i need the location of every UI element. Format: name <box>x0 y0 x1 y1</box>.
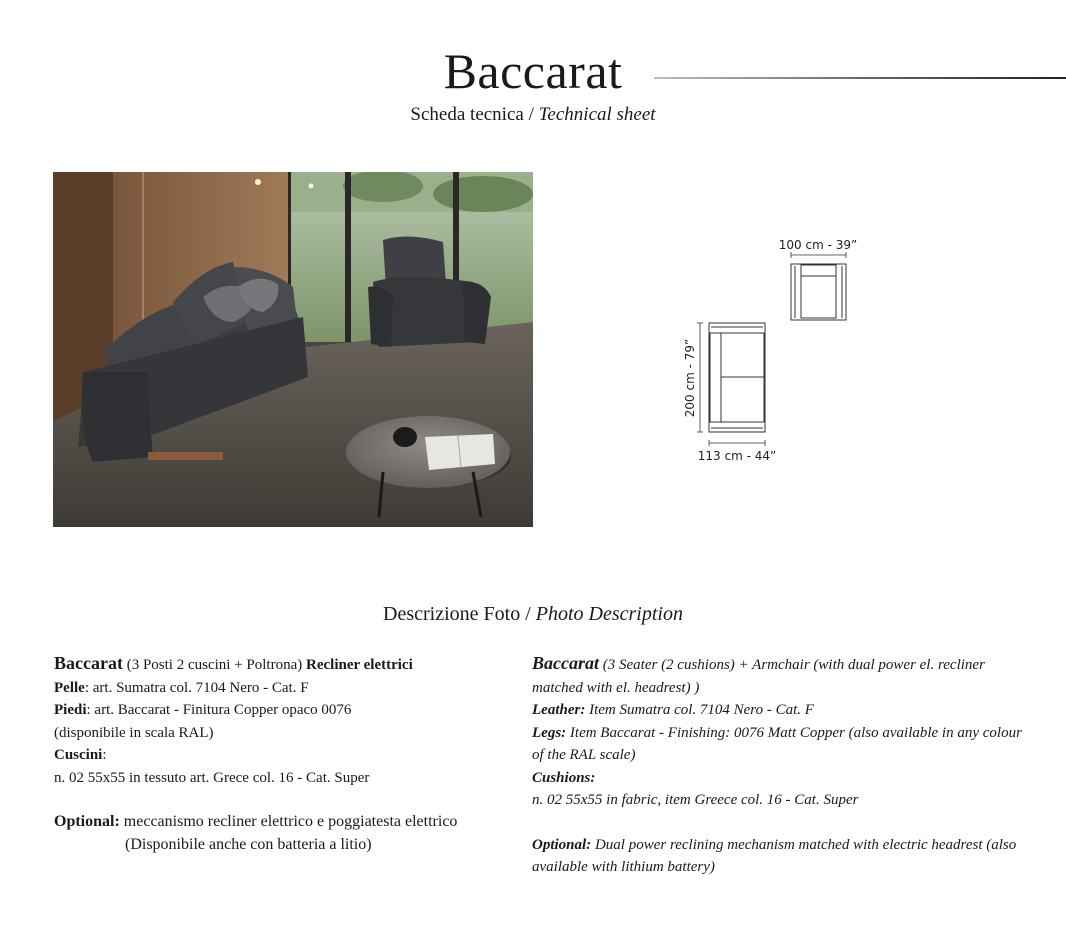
it-legs-note: (disponibile in scala RAL) <box>54 724 214 741</box>
en-config: (3 Seater (2 cushions) + Armchair (with dual power el. recliner matched with el. headrest) ) <box>532 657 985 696</box>
photo-description-heading-en: Photo Description <box>535 603 683 625</box>
en-product-line <box>532 652 1022 699</box>
sofa-plan <box>709 323 765 432</box>
subtitle-italian: Scheda tecnica <box>410 104 524 125</box>
page-subtitle <box>0 104 1066 126</box>
it-optional-note: (Disponibile anche con batteria a litio) <box>125 835 372 853</box>
photo-description-heading-it: Descrizione Foto <box>383 603 521 625</box>
subtitle-separator: / <box>523 104 539 125</box>
it-cushions-colon: : <box>102 747 107 763</box>
en-legs-label: Legs: <box>532 724 567 741</box>
page-title: Baccarat <box>443 43 623 99</box>
product-photo <box>53 172 533 527</box>
en-cushions-value: n. 02 55x55 in fabric, item Greece col. 16 - Cat. Super <box>532 792 859 808</box>
it-product-line <box>54 652 514 677</box>
it-leather-value: : art. Sumatra col. 7104 Nero - Cat. F <box>84 679 309 696</box>
armchair-width-dimension <box>791 252 846 258</box>
en-optional-label: Optional: <box>532 836 592 853</box>
it-legs-label: Piedi <box>54 702 87 718</box>
it-recliner: Recliner elettrici <box>306 657 413 673</box>
en-legs-line <box>532 722 1022 767</box>
it-cushions-label: Cuscini <box>54 747 103 763</box>
armchair-plan <box>791 264 846 320</box>
it-optional-line <box>54 811 514 834</box>
it-optional-label: Optional: <box>54 813 120 830</box>
en-cushions-line <box>532 767 1022 790</box>
photo-description-heading <box>0 603 1066 626</box>
en-cushions-label: Cushions: <box>532 769 596 786</box>
it-product-name: Baccarat <box>54 653 123 673</box>
en-optional-value: Dual power reclining mechanism matched with electric headrest (also available with lithium battery) <box>532 836 1017 875</box>
en-legs-value: Item Baccarat - Finishing: 0076 Matt Copper (also available in any colour of the RAL scale) <box>532 724 1022 763</box>
it-config: (3 Posti 2 cuscini + Poltrona) <box>122 657 307 673</box>
it-cushions-value: n. 02 55x55 in tessuto art. Grece col. 16 - Cat. Super <box>54 769 370 786</box>
title-rule <box>654 77 1066 79</box>
armchair-width-label: 100 cm - 39” <box>778 238 858 252</box>
subtitle-english: Technical sheet <box>538 104 656 125</box>
it-legs-value: : art. Baccarat - Finitura Copper opaco 0076 <box>86 702 352 718</box>
sofa-length-dimension <box>697 323 703 432</box>
en-leather-line <box>532 699 1022 722</box>
en-leather-value: Item Sumatra col. 7104 Nero - Cat. F <box>585 702 814 718</box>
it-cushions-line <box>54 744 514 767</box>
photo-description-heading-sep: / <box>520 603 536 625</box>
sofa-length-label: 200 cm - 79” <box>683 338 697 418</box>
it-legs-line <box>54 699 514 722</box>
it-optional-value: meccanismo recliner elettrico e poggiatesta elettrico <box>119 813 458 830</box>
it-leather-line <box>54 677 514 700</box>
description-english <box>532 652 1022 879</box>
en-leather-label: Leather: <box>532 702 586 718</box>
en-optional-line <box>532 834 1022 879</box>
it-leather-label: Pelle <box>54 679 85 696</box>
en-product-name: Baccarat <box>532 653 599 673</box>
sofa-depth-dimension <box>709 440 765 446</box>
description-italian <box>54 652 514 856</box>
sofa-depth-label: 113 cm - 44” <box>697 449 777 463</box>
